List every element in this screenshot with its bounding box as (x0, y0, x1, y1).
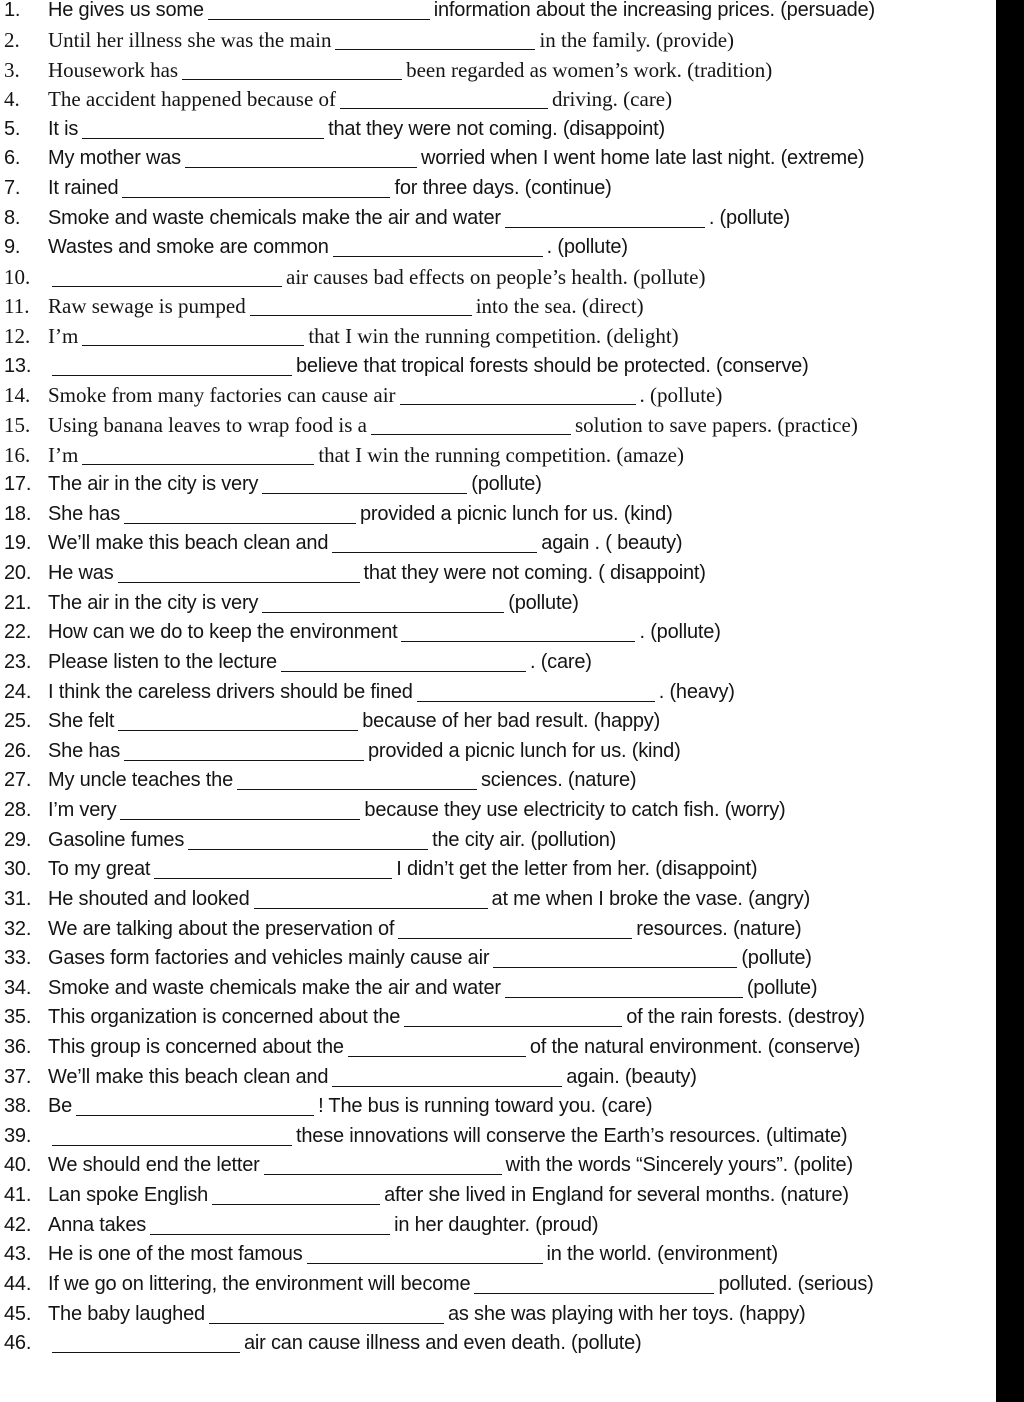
question-text-after: at me when I broke the vase. (angry) (491, 887, 811, 910)
answer-blank[interactable] (118, 564, 360, 583)
question-item (0, 796, 990, 826)
question-number: 16. (4, 442, 31, 467)
question-text-after: the city air. (pollution) (432, 828, 617, 851)
question-number: 44. (4, 1272, 32, 1295)
question-text-after: ! The bus is running toward you. (care) (318, 1095, 653, 1118)
question-text-before: We should end the letter (48, 1154, 260, 1177)
answer-blank[interactable] (340, 90, 548, 109)
question-text-before: He shouted and looked (48, 887, 250, 910)
question-item (0, 588, 990, 618)
answer-blank[interactable] (505, 979, 743, 998)
question-text-after: sciences. (nature) (481, 769, 637, 792)
question-item (0, 114, 990, 144)
question-item (0, 944, 990, 974)
question-text-after: after she lived in England for several months. (nature) (384, 1184, 849, 1207)
question-text-after: believe that tropical forests should be protected. (conserve) (296, 354, 809, 377)
question-number: 23. (4, 650, 32, 673)
question-number: 25. (4, 710, 32, 733)
question-item (0, 55, 990, 85)
question-text-after: that I win the running competition. (delight) (308, 324, 679, 349)
question-text-after: . (pollute) (546, 236, 628, 259)
question-text-after: . (pollute) (708, 206, 791, 229)
question-text-after: worried when I went home late last night. (extreme) (421, 147, 865, 170)
question-item (0, 500, 990, 530)
question-item (0, 1181, 990, 1211)
question-item (0, 1270, 990, 1300)
question-number: 35. (4, 1006, 32, 1029)
question-item (0, 559, 990, 589)
question-number: 6. (4, 147, 21, 170)
answer-blank[interactable] (474, 1275, 714, 1294)
question-item (0, 381, 990, 411)
question-text-after: (pollute) (471, 473, 542, 496)
question-item (0, 914, 990, 944)
question-number: 46. (4, 1332, 32, 1355)
answer-blank[interactable] (398, 920, 632, 939)
answer-blank[interactable] (209, 1305, 444, 1324)
question-text-after: . (care) (529, 650, 592, 673)
question-text-before: Please listen to the lecture (48, 650, 277, 673)
answer-blank[interactable] (307, 1245, 543, 1264)
question-number: 9. (4, 236, 21, 259)
answer-blank[interactable] (400, 386, 636, 405)
question-item (0, 1122, 990, 1152)
question-text-after: again. (beauty) (566, 1065, 697, 1088)
question-text-before: Anna takes (48, 1213, 147, 1236)
answer-blank[interactable] (264, 1156, 502, 1175)
answer-blank[interactable] (212, 1186, 380, 1205)
question-number: 33. (4, 947, 32, 970)
answer-blank[interactable] (185, 149, 417, 168)
question-item (0, 351, 990, 381)
question-text-after: . (pollute) (639, 383, 723, 408)
question-text-before: Smoke from many factories can cause air (48, 383, 396, 408)
answer-blank[interactable] (120, 801, 360, 820)
question-number: 7. (4, 177, 21, 200)
question-item (0, 1003, 990, 1033)
question-item (0, 85, 990, 115)
question-text-before: Housework has (48, 57, 179, 82)
question-text-after: information about the increasing prices. (persuade) (433, 0, 875, 22)
question-text-before: Using banana leaves to wrap food is a (48, 412, 367, 437)
question-text-before: We’ll make this beach clean and (48, 1065, 329, 1088)
question-item (0, 203, 990, 233)
question-text-after: in the world. (environment) (546, 1243, 778, 1266)
question-item (0, 1151, 990, 1181)
answer-blank[interactable] (348, 1038, 526, 1057)
answer-blank[interactable] (505, 209, 705, 228)
answer-blank[interactable] (371, 416, 571, 435)
answer-blank[interactable] (82, 327, 304, 346)
question-text-after: provided a picnic lunch for us. (kind) (360, 502, 673, 525)
question-text-after: in the family. (provide) (539, 27, 735, 52)
answer-blank[interactable] (154, 860, 392, 879)
question-text-before: My mother was (48, 147, 181, 170)
question-number: 39. (4, 1124, 32, 1147)
answer-blank[interactable] (254, 890, 488, 909)
question-text-before: To my great (48, 858, 151, 881)
question-text-after: of the rain forests. (destroy) (626, 1006, 865, 1029)
answer-blank[interactable] (124, 505, 356, 524)
question-text-before: It is (48, 117, 79, 140)
question-text-after: again . ( beauty) (541, 532, 683, 555)
answer-blank[interactable] (76, 1097, 314, 1116)
question-item (0, 322, 990, 352)
question-item (0, 1240, 990, 1270)
question-item (0, 707, 990, 737)
answer-blank[interactable] (493, 949, 737, 968)
answer-blank[interactable] (333, 238, 543, 257)
question-text-before: This group is concerned about the (48, 1035, 344, 1058)
question-text-before: The baby laughed (48, 1302, 205, 1325)
question-number: 36. (4, 1035, 32, 1058)
question-text-before: The air in the city is very (48, 591, 259, 614)
question-item (0, 885, 990, 915)
answer-blank[interactable] (250, 297, 472, 316)
question-text-after: been regarded as women’s work. (tradition) (406, 57, 773, 82)
question-number: 13. (4, 354, 32, 377)
question-text-after: in her daughter. (proud) (394, 1213, 599, 1236)
answer-blank[interactable] (237, 771, 477, 790)
answer-blank[interactable] (52, 268, 282, 287)
answer-blank[interactable] (208, 1, 430, 20)
question-number: 41. (4, 1184, 32, 1207)
question-number: 38. (4, 1095, 32, 1118)
question-text-after: that they were not coming. (disappoint) (328, 117, 665, 140)
question-item (0, 174, 990, 204)
question-text-after: air causes bad effects on people’s health. (pollute) (286, 264, 706, 289)
question-text-after: (pollute) (508, 591, 579, 614)
question-number: 28. (4, 799, 32, 822)
answer-blank[interactable] (281, 653, 526, 672)
question-text-before: He gives us some (48, 0, 204, 22)
question-text-before: She has (48, 502, 120, 525)
question-item (0, 144, 990, 174)
question-text-after: as she was playing with her toys. (happy) (447, 1302, 806, 1325)
question-text-before: She has (48, 739, 120, 762)
question-item (0, 1092, 990, 1122)
question-text-before: This organization is concerned about the (48, 1006, 401, 1029)
question-number: 26. (4, 739, 32, 762)
question-text-after: provided a picnic lunch for us. (kind) (368, 739, 681, 762)
answer-blank[interactable] (82, 446, 314, 465)
question-text-before: We are talking about the preservation of (48, 917, 395, 940)
answer-blank[interactable] (52, 357, 292, 376)
question-number: 34. (4, 976, 32, 999)
question-item (0, 0, 990, 26)
question-item (0, 233, 990, 263)
question-text-after: for three days. (continue) (394, 177, 612, 200)
question-number: 21. (4, 591, 32, 614)
question-item (0, 825, 990, 855)
question-text-before: Lan spoke English (48, 1184, 209, 1207)
answer-blank[interactable] (52, 1127, 292, 1146)
question-text-before: The accident happened because of (48, 87, 337, 112)
question-item (0, 263, 990, 293)
question-item (0, 529, 990, 559)
question-text-before: Raw sewage is pumped (48, 294, 246, 319)
question-text-before: Wastes and smoke are common (48, 236, 329, 259)
question-number: 27. (4, 769, 32, 792)
question-text-before: The air in the city is very (48, 473, 259, 496)
question-number: 17. (4, 473, 32, 496)
answer-blank[interactable] (188, 831, 428, 850)
question-number: 24. (4, 680, 32, 703)
question-text-before: She felt (48, 710, 115, 733)
question-number: 37. (4, 1065, 32, 1088)
question-number: 14. (4, 383, 31, 408)
question-item (0, 1299, 990, 1329)
question-text-after: because they use electricity to catch fish. (worry) (364, 799, 786, 822)
question-text-before: How can we do to keep the environment (48, 621, 398, 644)
question-item (0, 1033, 990, 1063)
answer-blank[interactable] (332, 534, 537, 553)
question-text-after: resources. (nature) (636, 917, 802, 940)
question-text-after: . (heavy) (658, 680, 735, 703)
question-number: 29. (4, 828, 32, 851)
question-text-before: Gases form factories and vehicles mainly cause air (48, 947, 490, 970)
question-number: 43. (4, 1243, 32, 1266)
question-text-after: (pollute) (741, 947, 812, 970)
question-text-after: that they were not coming. ( disappoint) (363, 562, 706, 585)
question-text-before: My uncle teaches the (48, 769, 233, 792)
question-number: 4. (4, 87, 20, 112)
answer-blank[interactable] (332, 1068, 562, 1087)
question-text-before: Smoke and waste chemicals make the air and water (48, 976, 501, 999)
question-number: 32. (4, 917, 32, 940)
scan-edge-border (996, 0, 1024, 1402)
question-text-after: I didn’t get the letter from her. (disappoint) (396, 858, 758, 881)
question-item (0, 1329, 990, 1359)
question-number: 15. (4, 412, 31, 437)
question-text-before: He is one of the most famous (48, 1243, 303, 1266)
question-item (0, 292, 990, 322)
question-text-after: these innovations will conserve the Earth’s resources. (ultimate) (296, 1124, 848, 1147)
question-text-after: because of her bad result. (happy) (362, 710, 661, 733)
question-text-before: Be (48, 1095, 73, 1118)
answer-blank[interactable] (335, 31, 535, 50)
question-item (0, 677, 990, 707)
question-text-before: We’ll make this beach clean and (48, 532, 329, 555)
question-text-after: (pollute) (746, 976, 818, 999)
question-text-after: of the natural environment. (conserve) (529, 1035, 861, 1058)
answer-blank[interactable] (417, 683, 655, 702)
question-text-after: with the words “Sincerely yours”. (polite) (505, 1154, 853, 1177)
answer-blank[interactable] (118, 712, 358, 731)
question-item (0, 1210, 990, 1240)
answer-blank[interactable] (262, 594, 504, 613)
question-number: 31. (4, 887, 32, 910)
answer-blank[interactable] (122, 179, 390, 198)
question-number: 20. (4, 562, 32, 585)
question-number: 8. (4, 206, 21, 229)
question-text-after: solution to save papers. (practice) (575, 412, 858, 437)
question-text-before: Smoke and waste chemicals make the air and water (48, 206, 501, 229)
question-text-before: Gasoline fumes (48, 828, 185, 851)
question-number: 10. (4, 264, 31, 289)
question-item (0, 766, 990, 796)
answer-blank[interactable] (182, 61, 402, 80)
question-text-before: I’m very (48, 799, 117, 822)
answer-blank[interactable] (262, 475, 467, 494)
question-number: 18. (4, 502, 32, 525)
question-item (0, 411, 990, 441)
question-item (0, 470, 990, 500)
question-text-after: driving. (care) (552, 87, 673, 112)
answer-blank[interactable] (52, 1334, 240, 1353)
question-item (0, 648, 990, 678)
question-text-before: I’m (48, 324, 79, 349)
question-text-after: into the sea. (direct) (475, 294, 644, 319)
question-number: 45. (4, 1302, 32, 1325)
question-item (0, 618, 990, 648)
question-number: 12. (4, 324, 31, 349)
question-item (0, 737, 990, 767)
question-number: 19. (4, 532, 32, 555)
question-number: 22. (4, 621, 32, 644)
question-text-before: Until her illness she was the main (48, 27, 332, 52)
answer-blank[interactable] (404, 1008, 622, 1027)
answer-blank[interactable] (401, 623, 635, 642)
question-number: 30. (4, 858, 32, 881)
question-number: 5. (4, 117, 21, 140)
question-text-before: I’m (48, 442, 79, 467)
question-text-after: that I win the running competition. (amaze) (318, 442, 684, 467)
question-text-after: air can cause illness and even death. (pollute) (244, 1332, 642, 1355)
question-text-before: If we go on littering, the environment will become (48, 1272, 471, 1295)
question-item (0, 440, 990, 470)
answer-blank[interactable] (124, 742, 364, 761)
question-number: 3. (4, 57, 20, 82)
question-number: 2. (4, 27, 20, 52)
question-text-before: I think the careless drivers should be fined (48, 680, 413, 703)
answer-blank[interactable] (82, 120, 324, 139)
answer-blank[interactable] (150, 1216, 390, 1235)
question-text-before: He was (48, 562, 114, 585)
question-text-before: It rained (48, 177, 119, 200)
question-item (0, 1062, 990, 1092)
question-text-after: polluted. (serious) (718, 1272, 874, 1295)
question-item (0, 973, 990, 1003)
question-number: 11. (4, 294, 30, 319)
question-number: 1. (4, 0, 21, 22)
question-text-after: . (pollute) (639, 621, 721, 644)
question-item (0, 26, 990, 56)
question-item (0, 855, 990, 885)
question-number: 42. (4, 1213, 32, 1236)
question-number: 40. (4, 1154, 32, 1177)
